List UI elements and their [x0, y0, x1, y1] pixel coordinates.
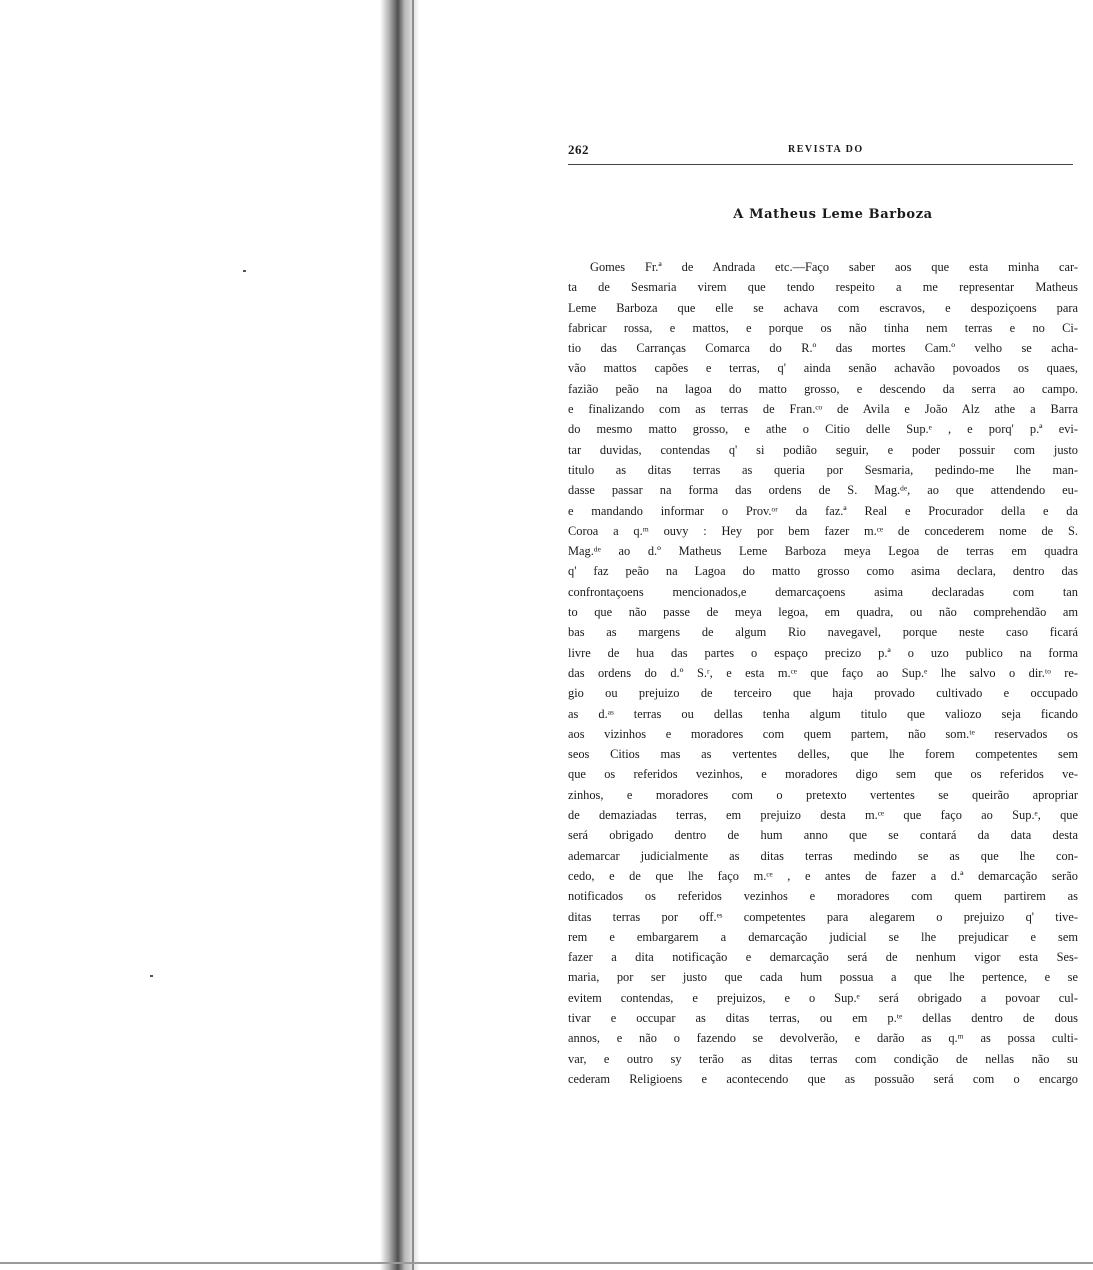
text-line: annos, e não o fazendo se devolverão, e darão as q.ᵐ as possa culti-: [568, 1031, 1078, 1046]
text-line: as d.ᵃˢ terras ou dellas tenha algum titulo que valiozo seja ficando: [568, 706, 1078, 721]
text-line: gio ou prejuizo de terceiro que haja provado cultivado e occupado: [568, 686, 1078, 701]
body-text: [568, 257, 1078, 1089]
text-line: evitem contendas, e prejuizos, e o Sup.ᵉ será obrigado a povoar cul-: [568, 990, 1078, 1005]
text-line: cederam Religioens e acontecendo que as possuão será com o encargo: [568, 1071, 1078, 1086]
text-line: to que não passe de meya legoa, em quadra, ou não comprehendão am: [568, 605, 1078, 620]
binding-line: [412, 0, 414, 1270]
text-line: fazer a dita notificação e demarcação será de nenhum vigor esta Ses-: [568, 950, 1078, 965]
text-line: seos Citios mas as vertentes delles, que lhe forem competentes sem: [568, 747, 1078, 762]
running-head: [568, 138, 1078, 160]
text-line: fabricar rossa, e mattos, e porque os não tinha nem terras e no Ci-: [568, 320, 1078, 335]
journal-name: REVISTA DO: [788, 144, 864, 155]
text-line: rem e embargarem a demarcação judicial se lhe prejudicar e sem: [568, 929, 1078, 944]
text-line: zinhos, e moradores com o pretexto vertentes se queirão apropriar: [568, 787, 1078, 802]
text-line: fazião peão na lagoa do matto grosso, e descendo da serra ao campo.: [568, 381, 1078, 396]
text-line: Mag.ᵈᵉ ao d.º Matheus Leme Barboza meya Legoa de terras em quadra: [568, 544, 1078, 559]
section-title: A Matheus Leme Barboza: [733, 207, 933, 222]
text-line: que os referidos vezinhos, e moradores digo sem que os referidos ve-: [568, 767, 1078, 782]
text-line: e finalizando com as terras de Fran.ᶜᵒ de Avila e João Alz athe a Barra: [568, 402, 1078, 417]
text-line: q' faz peão na Lagoa do matto grosso como asima declara, dentro das: [568, 564, 1078, 579]
text-line: titulo as ditas terras as queria por Sesmaria, pedindo-me lhe man-: [568, 462, 1078, 477]
text-line: tio das Carranças Comarca do R.º das mortes Cam.º velho se acha-: [568, 341, 1078, 356]
text-line: ademarcar judicialmente as ditas terras medindo se as que lhe con-: [568, 848, 1078, 863]
page-bottom-edge: [0, 1262, 1093, 1264]
book-gutter-shadow: [380, 0, 420, 1270]
scan-speck: [243, 270, 246, 272]
document-page: [568, 138, 1078, 1089]
text-line: tar duvidas, contendas q' si podião seguir, e poder possuir com justo: [568, 442, 1078, 457]
text-line: ditas terras por off.ᵉˢ competentes para alegarem o prejuizo q' tive-: [568, 909, 1078, 924]
text-line: de demaziadas terras, em prejuizo desta m.ᶜᵉ que faço ao Sup.ᵉ, que: [568, 808, 1078, 823]
text-line: aos vizinhos e moradores com quem partem, não som.ᵗᵉ reservados os: [568, 726, 1078, 741]
text-line: var, e outro sy terão as ditas terras com condição de nellas não su: [568, 1051, 1078, 1066]
text-line: vão mattos capões e terras, q' ainda senão achavão povoados os quaes,: [568, 361, 1078, 376]
text-line: será obrigado dentro de hum anno que se contará da data desta: [568, 828, 1078, 843]
text-line: confrontaçoens mencionados,e demarcaçoens asima declaradas com tan: [568, 584, 1078, 599]
text-line: tivar e occupar as ditas terras, ou em p.ᵗᵉ dellas dentro de dous: [568, 1010, 1078, 1025]
text-line: notificados os referidos vezinhos e moradores com quem partirem as: [568, 889, 1078, 904]
text-line: Gomes Fr.ª de Andrada etc.—Faço saber aos que esta minha car-: [590, 260, 1078, 274]
text-line: cedo, e de que lhe faço m.ᶜᵉ , e antes de fazer a d.ª demarcação serão: [568, 868, 1078, 883]
text-line: das ordens do d.º S.ʳ, e esta m.ᶜᵉ que faço ao Sup.ᵉ lhe salvo o dir.ᵗᵒ re-: [568, 665, 1078, 680]
text-line: dasse passar na forma das ordens de S. Mag.ᵈᵉ, ao que attendendo eu-: [568, 483, 1078, 498]
text-line: bas as margens de algum Rio navegavel, porque neste caso ficará: [568, 625, 1078, 640]
page-number: 262: [568, 142, 589, 157]
text-line: maria, por ser justo que cada hum possua a que lhe pertence, e se: [568, 970, 1078, 985]
header-rule: [568, 164, 1073, 165]
text-line: Coroa a q.ᵐ ouvy : Hey por bem fazer m.ᶜᵉ de concederem nome de S.: [568, 523, 1078, 538]
text-line: do mesmo matto grosso, e athe o Citio delle Sup.ᵉ , e porq' p.ª evi-: [568, 422, 1078, 437]
text-line: e mandando informar o Prov.ᵒʳ da faz.ª Real e Procurador della e da: [568, 503, 1078, 518]
text-line: ta de Sesmaria virem que tendo respeito a me representar Matheus: [568, 280, 1078, 295]
text-line: livre de hua das partes o espaço precizo p.ª o uzo publico na forma: [568, 645, 1078, 660]
text-line: Leme Barboza que elle se achava com escravos, e despoziçoens para: [568, 300, 1078, 315]
scan-speck: [150, 975, 153, 977]
